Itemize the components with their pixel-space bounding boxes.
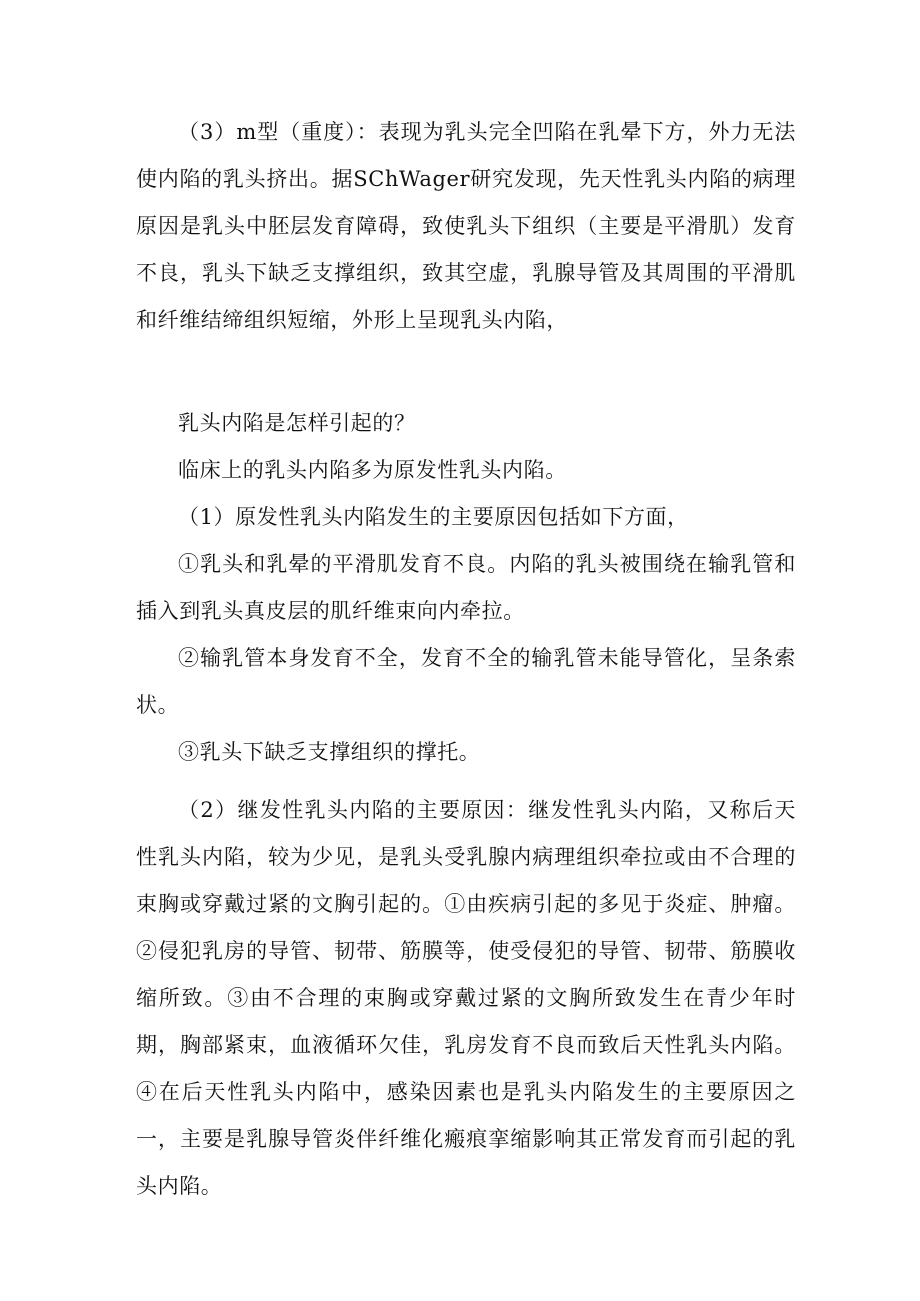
- paragraph-clinical-primary: 临床上的乳头内陷多为原发性乳头内陷。: [178, 458, 567, 482]
- paragraph-cause-1: ①乳头和乳晕的平滑肌发育不良。内陷的乳头被围绕在输乳管和插入到乳头真皮层的肌纤维束向内牵拉。: [136, 552, 796, 623]
- section-question-heading: 乳头内陷是怎样引起的？: [178, 411, 416, 435]
- paragraph-secondary-causes: （2）继发性乳头内陷的主要原因：继发性乳头内陷，又称后天性乳头内陷，较为少见，是乳头受乳腺内病理组织牵拉或由不合理的束胸或穿戴过紧的文胸引起的。①由疾病引起的多见于炎症、肿瘤。②侵犯乳房的导管、韧带、筋膜等，使受侵犯的导管、韧带、筋膜收缩所致。③由不合理的束胸或穿戴过紧的文胸所致发生在青少年时期，胸部紧束，血液循环欠佳，乳房发育不良而致后天性乳头内陷。④在后天性乳头内陷中，感染因素也是乳头内陷发生的主要原因之一，主要是乳腺导管炎伴纤维化瘢痕挛缩影响其正常发育而引起的乳头内陷。: [136, 798, 796, 1198]
- paragraph-type-m-severe: （3）m型（重度）：表现为乳头完全凹陷在乳晕下方，外力无法使内陷的乳头挤出。据SChWager研究发现，先天性乳头内陷的病理原因是乳头中胚层发育障碍，致使乳头下组织（主要是平滑肌）发育不良，乳头下缺乏支撑组织，致其空虚，乳腺导管及其周围的平滑肌和纤维结缔组织短缩，外形上呈现乳头内陷，: [136, 120, 796, 332]
- paragraph-primary-causes-intro: （1）原发性乳头内陷发生的主要原因包括如下方面，: [178, 505, 689, 529]
- paragraph-cause-2: ②输乳管本身发育不全，发育不全的输乳管未能导管化，呈条索状。: [136, 646, 796, 717]
- paragraph-cause-3: ③乳头下缺乏支撑组织的撑托。: [178, 740, 481, 764]
